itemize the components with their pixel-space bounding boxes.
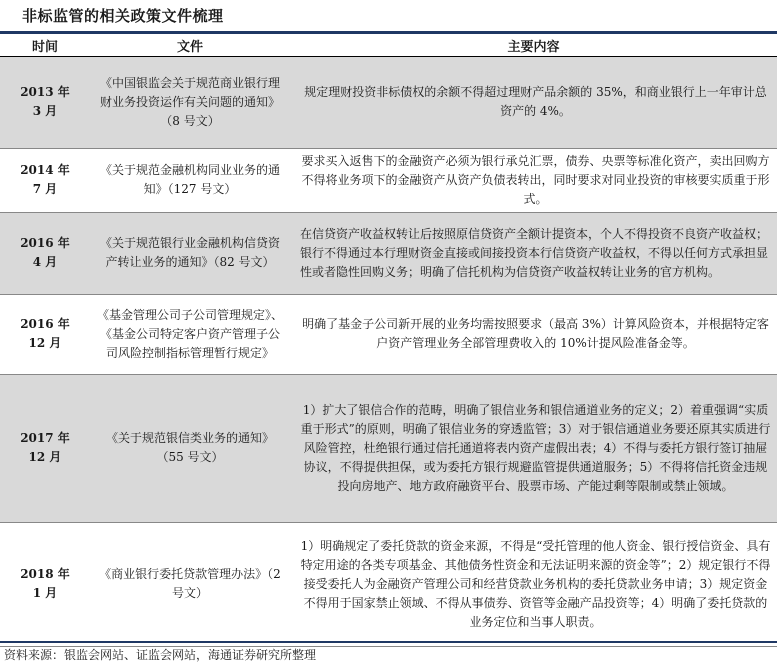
row-doc: 《关于规范银行业金融机构信贷资产转让业务的通知》（82 号文）: [90, 212, 290, 294]
row-month: 4 月: [32, 255, 58, 269]
row-year: 2018 年: [20, 567, 70, 581]
table-row: [0, 294, 777, 374]
table-row: [0, 212, 777, 294]
row-year: 2017 年: [20, 431, 70, 445]
row-month: 12 月: [28, 450, 62, 464]
table-row: [0, 374, 777, 522]
table-row: [0, 522, 777, 646]
header-doc: 文件: [90, 36, 290, 56]
header-content: 主要内容: [290, 36, 777, 56]
row-time: [0, 56, 90, 148]
row-doc: 《商业银行委托贷款管理办法》（2 号文）: [90, 522, 290, 646]
table-title: 非标监管的相关政策文件梳理: [22, 7, 224, 25]
row-time: [0, 294, 90, 374]
row-month: 1 月: [32, 586, 58, 600]
table-row: [0, 56, 777, 148]
top-rule: [0, 31, 777, 34]
row-time: [0, 374, 90, 522]
table-row: [0, 148, 777, 212]
row-year: 2016 年: [20, 236, 70, 250]
row-year: 2013 年: [20, 85, 70, 99]
row-year: 2014 年: [20, 163, 70, 177]
row-content: 在信贷资产收益权转让后按照原信贷资产全额计提资本，个人不得投资不良资产收益权；银行不得通过本行理财资金直接或间接投资本行信贷资产收益权，不得以任何方式承担显性或者隐性回购义务；明确了信托机构为信贷资产收益权转让业务的官方机构。: [290, 212, 777, 294]
row-content: 要求买入返售下的金融资产必须为银行承兑汇票，债券、央票等标准化资产，卖出回购方不得将业务项下的金融资产从资产负债表转出，同时要求对同业投资的审核要实质重于形式。: [290, 148, 777, 212]
row-month: 3 月: [32, 104, 58, 118]
row-doc: 《中国银监会关于规范商业银行理财业务投资运作有关问题的通知》（8 号文）: [90, 56, 290, 148]
header-time: 时间: [0, 36, 90, 56]
row-month: 7 月: [32, 182, 58, 196]
row-doc: 《关于规范金融机构同业业务的通知》（127 号文）: [90, 148, 290, 212]
row-content: 1）扩大了银信合作的范畴，明确了银信业务和银信通道业务的定义；2）着重强调“实质重于形式”的原则，明确了银信业务的穿透监管；3）对于银信通道业务要还原其实质进行风险管控，杜绝银行通过信托通道将表内资产虚假出表；4）不得与委托方银行签订抽屉协议，不得提供担保，或为委托方银行规避监管提供通道服务；5）不得将信托资金违规投向房地产、地方政府融资平台、股票市场、产能过剩等限制或禁止领域。: [290, 374, 777, 522]
row-time: [0, 522, 90, 646]
row-doc: 《关于规范银信类业务的通知》（55 号文）: [90, 374, 290, 522]
row-doc: 《基金管理公司子公司管理规定》、《基金公司特定客户资产管理子公司风险控制指标管理暂行规定》: [90, 294, 290, 374]
row-time: [0, 148, 90, 212]
row-content: 明确了基金子公司新开展的业务均需按照要求（最高 3%）计算风险资本，并根据特定客户资产管理业务全部管理费收入的 10%计提风险准备金等。: [290, 294, 777, 374]
row-content: 1）明确规定了委托贷款的资金来源，不得是“受托管理的他人资金、银行授信资金、具有特定用途的各类专项基金、其他债务性资金和无法证明来源的资金等”；2）规定银行不得接受委托人为金融资产管理公司和经营贷款业务机构的委托贷款业务申请；3）规定资金不得用于国家禁止领域、不得从事债券、资管等金融产品投资等；4）明确了委托贷款的业务定位和当事人职责。: [290, 522, 777, 646]
row-month: 12 月: [28, 336, 62, 350]
row-content: 规定理财投资非标债权的余额不得超过理财产品余额的 35%，和商业银行上一年审计总资产的 4%。: [290, 56, 777, 148]
header-row: [0, 36, 777, 56]
source-note: 资料来源：银监会网站、证监会网站，海通证券研究所整理: [4, 648, 317, 662]
policy-table: [0, 36, 777, 647]
row-time: [0, 212, 90, 294]
row-year: 2016 年: [20, 317, 70, 331]
bottom-rule: [0, 641, 777, 643]
